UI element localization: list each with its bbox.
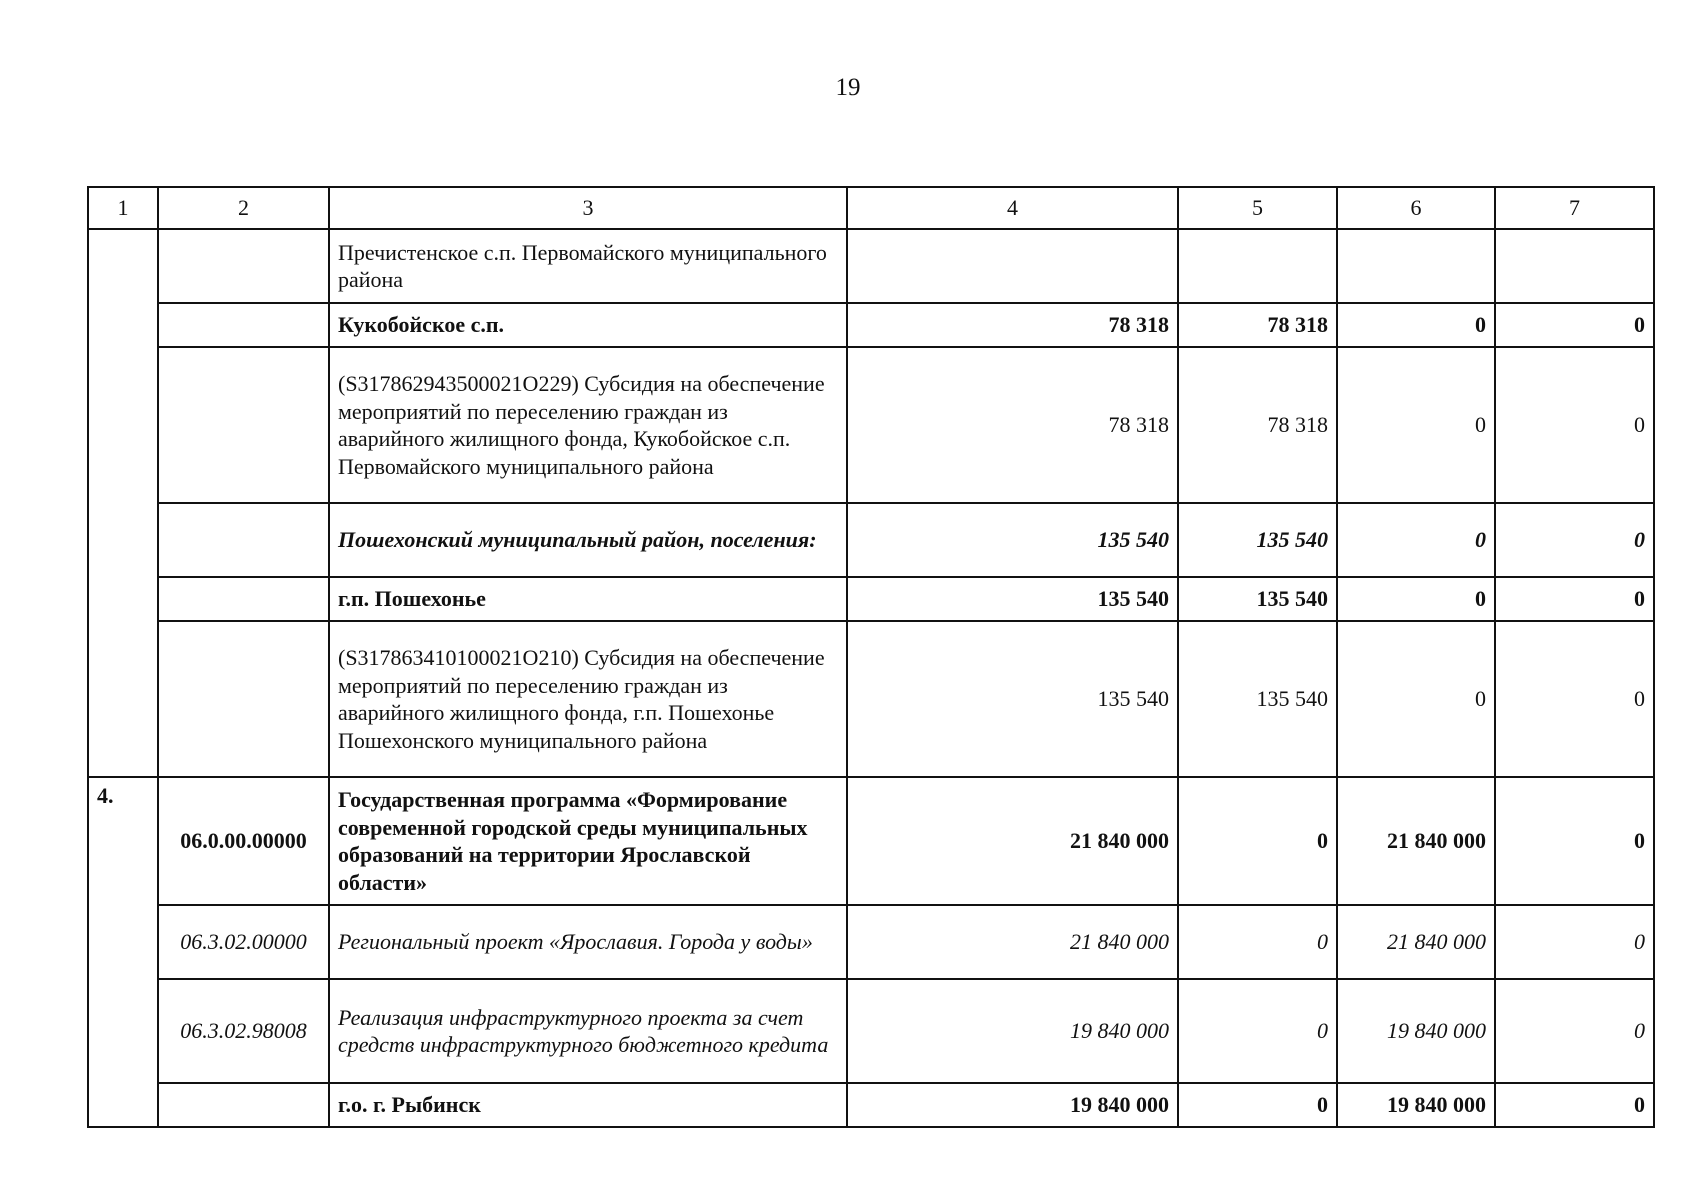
table-row <box>88 503 1654 577</box>
row-col5: 0 <box>1178 979 1337 1083</box>
row-index <box>88 621 158 777</box>
row-index <box>88 229 158 303</box>
row-col7: 0 <box>1495 303 1654 347</box>
row-col7: 0 <box>1495 503 1654 577</box>
header-col-4: 4 <box>847 187 1178 229</box>
budget-table <box>87 186 1655 1128</box>
table-row <box>88 347 1654 503</box>
row-col4: 19 840 000 <box>847 1083 1178 1127</box>
row-code: 06.3.02.98008 <box>158 979 329 1083</box>
row-index <box>88 347 158 503</box>
header-col-3: 3 <box>329 187 847 229</box>
row-name: Государственная программа «Формирование современной городской среды муниципальных образований на территории Ярославской области» <box>329 777 847 905</box>
row-col7: 0 <box>1495 1083 1654 1127</box>
row-col6: 0 <box>1337 503 1495 577</box>
row-col6: 0 <box>1337 303 1495 347</box>
row-col5: 135 540 <box>1178 577 1337 621</box>
row-col6: 19 840 000 <box>1337 979 1495 1083</box>
row-col5: 135 540 <box>1178 503 1337 577</box>
row-code <box>158 229 329 303</box>
row-index <box>88 303 158 347</box>
row-code <box>158 303 329 347</box>
row-col5: 78 318 <box>1178 303 1337 347</box>
row-col6: 21 840 000 <box>1337 905 1495 979</box>
row-index <box>88 577 158 621</box>
row-col4: 78 318 <box>847 303 1178 347</box>
row-col4: 21 840 000 <box>847 777 1178 905</box>
row-name: Пошехонский муниципальный район, поселения: <box>329 503 847 577</box>
table-row <box>88 303 1654 347</box>
row-col6: 0 <box>1337 577 1495 621</box>
header-col-1: 1 <box>88 187 158 229</box>
row-index <box>88 979 158 1083</box>
row-name: г.о. г. Рыбинск <box>329 1083 847 1127</box>
row-code <box>158 503 329 577</box>
row-code <box>158 621 329 777</box>
row-name: Кукобойское с.п. <box>329 303 847 347</box>
row-col5: 135 540 <box>1178 621 1337 777</box>
table-row <box>88 979 1654 1083</box>
row-col7 <box>1495 229 1654 303</box>
row-col6: 0 <box>1337 347 1495 503</box>
row-col4: 135 540 <box>847 621 1178 777</box>
header-row <box>88 187 1654 229</box>
row-col4 <box>847 229 1178 303</box>
page-number: 19 <box>835 74 861 101</box>
row-col7: 0 <box>1495 905 1654 979</box>
row-code: 06.0.00.00000 <box>158 777 329 905</box>
row-name: (S317862943500021O229) Субсидия на обеспечение мероприятий по переселению граждан из аварийного жилищного фонда, Кукобойское с.п. Первомайского муниципального района <box>329 347 847 503</box>
header-col-2: 2 <box>158 187 329 229</box>
row-col6: 21 840 000 <box>1337 777 1495 905</box>
row-code <box>158 347 329 503</box>
row-col5: 0 <box>1178 777 1337 905</box>
row-col4: 135 540 <box>847 503 1178 577</box>
table-row <box>88 1083 1654 1127</box>
row-name: г.п. Пошехонье <box>329 577 847 621</box>
row-name: Региональный проект «Ярославия. Города у воды» <box>329 905 847 979</box>
row-col6 <box>1337 229 1495 303</box>
row-col5 <box>1178 229 1337 303</box>
row-col4: 135 540 <box>847 577 1178 621</box>
row-col7: 0 <box>1495 979 1654 1083</box>
row-col6: 19 840 000 <box>1337 1083 1495 1127</box>
table-row <box>88 229 1654 303</box>
row-col5: 0 <box>1178 905 1337 979</box>
row-index <box>88 905 158 979</box>
row-col4: 78 318 <box>847 347 1178 503</box>
table-row <box>88 621 1654 777</box>
header-col-6: 6 <box>1337 187 1495 229</box>
row-code <box>158 1083 329 1127</box>
row-name: (S317863410100021O210) Субсидия на обеспечение мероприятий по переселению граждан из аварийного жилищного фонда, г.п. Пошехонье Пошехонского муниципального района <box>329 621 847 777</box>
header-col-5: 5 <box>1178 187 1337 229</box>
header-col-7: 7 <box>1495 187 1654 229</box>
row-name: Реализация инфраструктурного проекта за счет средств инфраструктурного бюджетного кредита <box>329 979 847 1083</box>
row-index <box>88 1083 158 1127</box>
row-index <box>88 503 158 577</box>
table-row <box>88 905 1654 979</box>
row-col7: 0 <box>1495 777 1654 905</box>
table-row <box>88 777 1654 905</box>
row-col4: 19 840 000 <box>847 979 1178 1083</box>
row-col7: 0 <box>1495 577 1654 621</box>
row-code: 06.3.02.00000 <box>158 905 329 979</box>
row-col6: 0 <box>1337 621 1495 777</box>
table-row <box>88 577 1654 621</box>
row-col4: 21 840 000 <box>847 905 1178 979</box>
row-col5: 0 <box>1178 1083 1337 1127</box>
row-name: Пречистенское с.п. Первомайского муниципального района <box>329 229 847 303</box>
row-code <box>158 577 329 621</box>
row-col7: 0 <box>1495 347 1654 503</box>
row-index: 4. <box>88 777 158 905</box>
row-col7: 0 <box>1495 621 1654 777</box>
row-col5: 78 318 <box>1178 347 1337 503</box>
